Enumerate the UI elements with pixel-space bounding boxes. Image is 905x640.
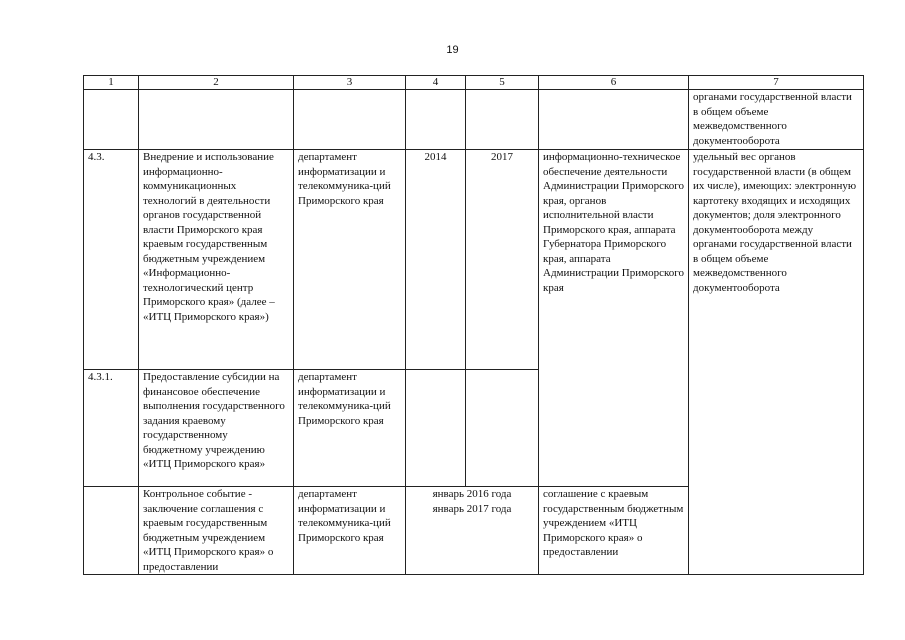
header-cell-2: 2 xyxy=(139,76,294,90)
header-cell-6: 6 xyxy=(539,76,689,90)
plan-table xyxy=(83,75,864,575)
executor: департамент информатизации и телекоммуника-ций Приморского края xyxy=(294,370,406,487)
page-number: 19 xyxy=(446,44,459,56)
expected-result: соглашение с краевым государственным бюджетным учреждением «ИТЦ Приморского края» о предоставлении xyxy=(539,487,689,575)
cell-empty xyxy=(139,90,294,150)
row-number: 4.3. xyxy=(84,150,139,370)
event-date-2016: январь 2016 года xyxy=(432,488,512,500)
cell-empty xyxy=(466,90,539,150)
end-year: 2017 xyxy=(466,150,539,370)
activity-name: Предоставление субсидии на финансовое обеспечение выполнения государственного задания краевому государственному бюджетному учреждению «ИТЦ Приморского края» xyxy=(139,370,294,487)
cell-empty xyxy=(84,90,139,150)
executor: департамент информатизации и телекоммуника-ций Приморского края xyxy=(294,487,406,575)
control-event-name: Контрольное событие - заключение соглашения с краевым государственным бюджетным учреждением «ИТЦ Приморского края» о предоставлении xyxy=(139,487,294,575)
table-row-continuation xyxy=(84,90,864,150)
header-cell-4: 4 xyxy=(406,76,466,90)
cell-empty xyxy=(466,370,539,487)
cell-empty xyxy=(406,370,466,487)
table-row-4-3 xyxy=(84,150,864,370)
cell-empty xyxy=(84,487,139,575)
continuation-indicator: органами государственной власти в общем объеме межведомственного документооборота xyxy=(689,90,864,150)
header-cell-1: 1 xyxy=(84,76,139,90)
cell-empty xyxy=(294,90,406,150)
header-row xyxy=(84,76,864,90)
row-number: 4.3.1. xyxy=(84,370,139,487)
header-cell-3: 3 xyxy=(294,76,406,90)
activity-name: Внедрение и использование информационно-коммуникационных технологий в деятельности органов государственной власти Приморского края краевым государственным бюджетным учреждением «Информационно-технологический центр Приморского края» (далее – «ИТЦ Приморского края») xyxy=(139,150,294,370)
event-date-2017: январь 2017 года xyxy=(432,502,512,515)
executor: департамент информатизации и телекоммуника-ций Приморского края xyxy=(294,150,406,370)
expected-result: информационно-техническое обеспечение деятельности Администрации Приморского края, органов исполнительной власти Приморского края, аппарата Губернатора Приморского края, аппарата Администрации Приморского края xyxy=(539,150,689,487)
start-year: 2014 xyxy=(406,150,466,370)
cell-empty xyxy=(539,90,689,150)
cell-empty xyxy=(406,90,466,150)
header-cell-7: 7 xyxy=(689,76,864,90)
event-dates xyxy=(406,487,539,575)
target-indicator: удельный вес органов государственной власти (в общем их числе), имеющих: электронную картотеку входящих и исходящих документов; доля электронного документооборота между органами государственной власти в общем объеме межведомственного документооборота xyxy=(689,150,864,575)
header-cell-5: 5 xyxy=(466,76,539,90)
